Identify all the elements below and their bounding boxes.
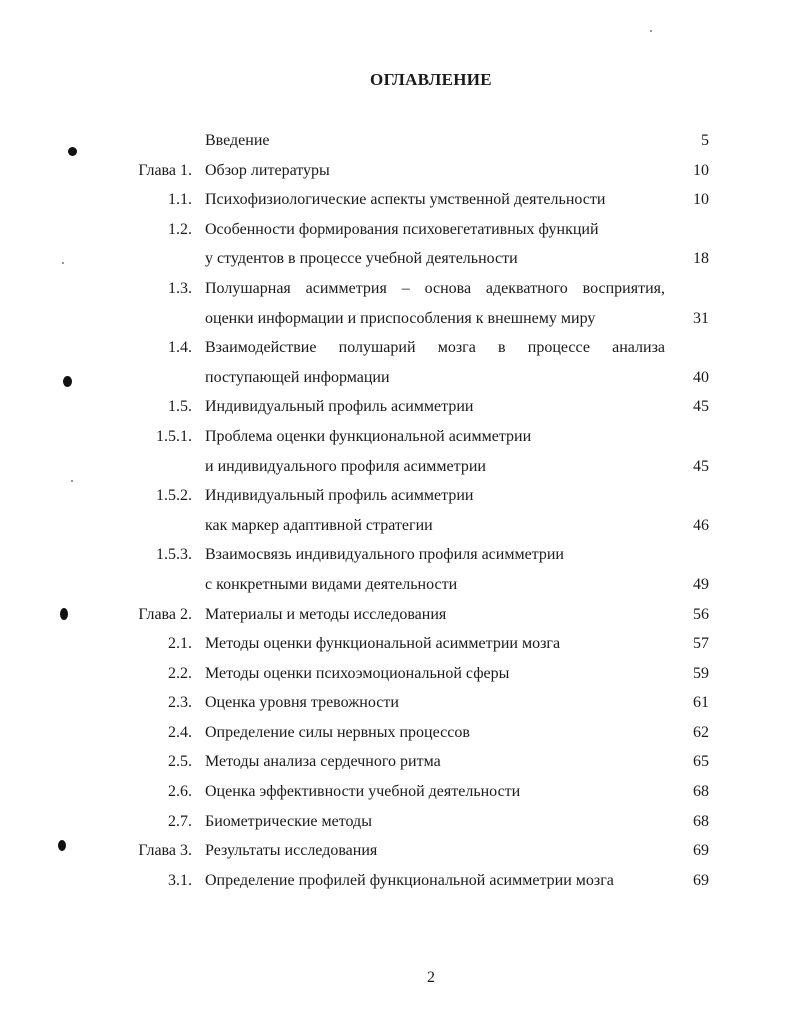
toc-entry-title: Биометрические методы (205, 812, 372, 830)
toc-entry-title: и индивидуального профиля асимметрии (205, 457, 486, 475)
toc-entry-title: Обзор литературы (205, 161, 330, 179)
toc-page-number: 46 (693, 516, 709, 534)
toc-entry-line (0, 363, 796, 393)
toc-entry-title: Индивидуальный профиль асимметрии (205, 398, 474, 416)
toc-entry-line (0, 600, 796, 630)
scan-speck (62, 262, 64, 264)
toc-page-number: 10 (693, 191, 709, 209)
toc-page-number: 49 (693, 575, 709, 593)
toc-entry-line (0, 629, 796, 659)
toc-entry-title: Особенности формирования психовегетативных функций (205, 220, 599, 238)
toc-section-number: 1.5.2. (156, 487, 192, 505)
toc-page-number: 18 (693, 250, 709, 268)
toc-section-number: 1.5. (168, 398, 192, 416)
toc-page-number: 10 (693, 161, 709, 179)
toc-page-number: 61 (693, 694, 709, 712)
toc-entry-line (0, 333, 796, 363)
toc-entry-line (0, 392, 796, 422)
toc-section-number: 2.3. (168, 694, 192, 712)
toc-entry-title: у студентов в процессе учебной деятельности (205, 250, 518, 268)
toc-page-number: 56 (693, 605, 709, 623)
toc-section-number: Глава 3. (138, 842, 192, 860)
toc-entry-line (0, 304, 796, 334)
toc-entry-title: Взаимодействие полушарий мозга в процессе анализа (205, 339, 665, 357)
toc-section-number: 2.6. (168, 783, 192, 801)
toc-entry-title: оценки информации и приспособления к внешнему миру (205, 309, 596, 327)
scan-speck (650, 30, 652, 32)
toc-section-number: 2.7. (168, 812, 192, 830)
scan-blot (60, 608, 68, 620)
toc-entry-line (0, 452, 796, 482)
toc-entry-title: Индивидуальный профиль асимметрии (205, 487, 474, 505)
toc-section-number: 3.1. (168, 871, 192, 889)
toc-entry-line (0, 274, 796, 304)
toc-entry-line (0, 422, 796, 452)
scan-blot (58, 840, 66, 851)
toc-entry-title: Методы оценки психоэмоциональной сферы (205, 664, 510, 682)
toc-section-number: 2.4. (168, 723, 192, 741)
toc-entry-line (0, 659, 796, 689)
toc-entry-line (0, 747, 796, 777)
toc-entry-title: Полушарная асимметрия – основа адекватного восприятия, (205, 279, 665, 297)
toc-entry-title: Определение силы нервных процессов (205, 723, 470, 741)
toc-entry-line (0, 807, 796, 837)
toc-page-number: 68 (693, 783, 709, 801)
toc-section-number: 2.1. (168, 635, 192, 653)
toc-entry-line (0, 688, 796, 718)
toc-entry-line (0, 185, 796, 215)
toc-entry-line (0, 540, 796, 570)
toc-entry-title: Введение (205, 132, 270, 149)
toc-entry-line (0, 777, 796, 807)
toc-entry-title: с конкретными видами деятельности (205, 575, 458, 593)
toc-page-number: 45 (693, 398, 709, 416)
toc-section-number: Глава 1. (138, 161, 192, 179)
toc-page-number: 62 (693, 723, 709, 741)
toc-entry-line (0, 156, 796, 186)
toc-page-number: 31 (693, 309, 709, 327)
toc-section-number: 1.1. (168, 191, 192, 209)
toc-entry-title: Результаты исследования (205, 842, 378, 860)
toc-entry-line (0, 244, 796, 274)
toc-entry-title: Взаимосвязь индивидуального профиля асимметрии (205, 546, 564, 564)
toc-entry-line (0, 481, 796, 511)
toc-section-number: Глава 2. (138, 605, 192, 623)
scan-blot (68, 147, 77, 156)
toc-entry-title: Проблема оценки функциональной асимметрии (205, 427, 532, 445)
toc-page-number: 69 (693, 871, 709, 889)
toc-entry-line (0, 215, 796, 245)
toc-page-number: 45 (693, 457, 709, 475)
toc-section-number: 1.2. (168, 220, 192, 238)
toc-page-number: 40 (693, 368, 709, 386)
toc-entry-title: Психофизиологические аспекты умственной деятельности (205, 191, 606, 209)
toc-page-number: 59 (693, 664, 709, 682)
scan-blot (63, 376, 72, 387)
toc-entry-title: Оценка эффективности учебной деятельности (205, 783, 521, 801)
toc-entry-title: Определение профилей функциональной асимметрии мозга (205, 871, 614, 889)
toc-section-number: 1.4. (168, 339, 192, 357)
toc-section-number: 1.5.1. (156, 427, 192, 445)
toc-entry-title: поступающей информации (205, 368, 390, 386)
page-number: 2 (427, 969, 435, 986)
toc-entry-line (0, 511, 796, 541)
toc-section-number: 1.3. (168, 279, 192, 297)
toc-section-number: 2.2. (168, 664, 192, 682)
toc-section-number: 2.5. (168, 753, 192, 771)
toc-entry-title: Оценка уровня тревожности (205, 694, 399, 712)
toc-page-number: 68 (693, 812, 709, 830)
toc-entry-title: Методы анализа сердечного ритма (205, 753, 441, 771)
scan-speck (71, 480, 73, 482)
toc-entry-line (0, 836, 796, 866)
toc-entry-line (0, 718, 796, 748)
toc-entry-line (0, 126, 796, 156)
toc-entry-title: Методы оценки функциональной асимметрии мозга (205, 635, 561, 653)
toc-entry-title: как маркер адаптивной стратегии (205, 516, 433, 534)
toc-page-number: 5 (701, 132, 709, 149)
toc-entry-line (0, 570, 796, 600)
toc-page-number: 65 (693, 753, 709, 771)
toc-section-number: 1.5.3. (156, 546, 192, 564)
table-of-contents (0, 126, 796, 895)
page-title: ОГЛАВЛЕНИЕ (370, 70, 492, 89)
toc-page-number: 69 (693, 842, 709, 860)
toc-page-number: 57 (693, 635, 709, 653)
toc-entry-line (0, 866, 796, 896)
toc-entry-title: Материалы и методы исследования (205, 605, 447, 623)
